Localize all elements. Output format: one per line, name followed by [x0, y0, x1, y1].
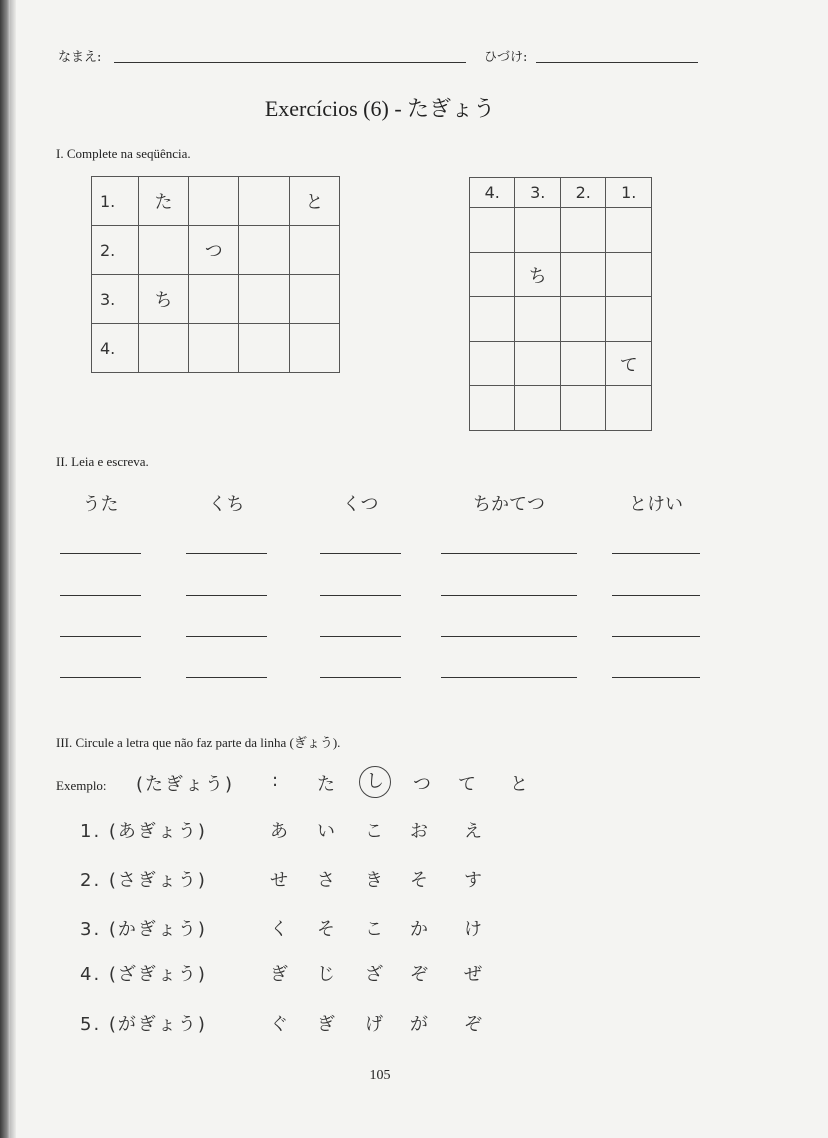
writing-line[interactable] [60, 677, 141, 678]
example-option-circled: し [359, 766, 391, 798]
right-grid-row [470, 252, 652, 297]
example-option: た [317, 774, 335, 795]
right-grid-column-number: 1. [606, 178, 652, 208]
kana-option[interactable]: い [317, 821, 335, 842]
right-grid-cell [515, 208, 561, 253]
right-grid-cell [560, 297, 605, 342]
right-grid-cell [470, 297, 515, 342]
reading-word: くち [208, 494, 245, 515]
right-grid-row [470, 208, 652, 253]
kana-option[interactable]: せ [270, 870, 288, 891]
row-group-label: 4. (ざぎょう) [80, 964, 207, 985]
reading-word: ちかてつ [473, 494, 545, 515]
kana-option[interactable]: ぞ [464, 1014, 482, 1035]
right-grid-cell [560, 341, 605, 386]
kana-option[interactable]: ぎ [270, 964, 288, 985]
book-spine-highlight [10, 0, 16, 1138]
right-grid-cell [606, 297, 652, 342]
right-grid-cell [470, 208, 515, 253]
right-grid-cell: ち [515, 252, 561, 297]
reading-word: くつ [342, 494, 379, 515]
example-label: Exemplo: [56, 778, 107, 793]
left-grid-cell [289, 324, 339, 373]
row-group-label: 2. (さぎょう) [80, 870, 207, 891]
writing-line[interactable] [60, 595, 141, 596]
left-grid-cell [239, 275, 289, 324]
left-grid-cell [138, 324, 188, 373]
writing-line[interactable] [60, 636, 141, 637]
kana-option[interactable]: こ [365, 919, 383, 940]
page-number: 105 [369, 1068, 391, 1083]
left-grid-cell [189, 324, 239, 373]
kana-option[interactable]: あ [270, 821, 288, 842]
kana-option[interactable]: そ [317, 919, 335, 940]
left-grid-row [92, 177, 340, 226]
kana-option[interactable]: じ [317, 964, 335, 985]
example-colon: : [272, 770, 279, 791]
writing-line[interactable] [441, 595, 577, 596]
left-grid-row-number: 3. [92, 275, 139, 324]
right-sequence-grid [469, 177, 652, 431]
left-grid-row-number: 2. [92, 226, 139, 275]
right-grid-row [470, 341, 652, 386]
reading-word: とけい [629, 494, 683, 515]
left-grid-cell: た [138, 177, 188, 226]
writing-line[interactable] [441, 636, 577, 637]
left-grid-cell: ち [138, 275, 188, 324]
writing-line[interactable] [441, 677, 577, 678]
kana-option[interactable]: ぜ [464, 964, 482, 985]
example-option: と [510, 774, 528, 795]
left-grid-cell [189, 177, 239, 226]
kana-option[interactable]: が [410, 1014, 428, 1035]
reading-word: うた [82, 494, 119, 515]
row-group-label: 1. (あぎょう) [80, 821, 207, 842]
section1-heading: I. Complete na seqüência. [56, 146, 191, 161]
left-grid-cell [239, 177, 289, 226]
writing-line[interactable] [612, 553, 700, 554]
right-grid-column-number: 4. [470, 178, 515, 208]
writing-line[interactable] [441, 553, 577, 554]
left-grid-row [92, 226, 340, 275]
writing-line[interactable] [186, 553, 267, 554]
example-option: て [458, 774, 476, 795]
left-grid-row [92, 324, 340, 373]
book-spine-shadow [0, 0, 10, 1138]
left-grid-cell [138, 226, 188, 275]
writing-line[interactable] [186, 677, 267, 678]
right-grid-cell [606, 386, 652, 431]
left-grid-cell [289, 275, 339, 324]
kana-option[interactable]: お [410, 821, 428, 842]
writing-line[interactable] [320, 595, 401, 596]
example-group: (たぎょう) [136, 774, 235, 795]
row-group-label: 5. (がぎょう) [80, 1014, 207, 1035]
right-grid-cell [515, 297, 561, 342]
right-grid-row [470, 178, 652, 208]
right-grid-cell [560, 386, 605, 431]
left-grid-cell: と [289, 177, 339, 226]
kana-option[interactable]: き [365, 870, 383, 891]
row-group-label: 3. (かぎょう) [80, 919, 207, 940]
right-grid-cell [606, 208, 652, 253]
date-line [536, 62, 698, 63]
writing-line[interactable] [186, 595, 267, 596]
left-grid-cell: つ [189, 226, 239, 275]
right-grid-column-number: 3. [515, 178, 561, 208]
writing-line[interactable] [320, 636, 401, 637]
left-grid-cell [289, 226, 339, 275]
writing-line[interactable] [612, 595, 700, 596]
right-grid-column-number: 2. [560, 178, 605, 208]
example-option: つ [413, 774, 431, 795]
kana-option[interactable]: け [464, 919, 482, 940]
left-grid-row [92, 275, 340, 324]
writing-line[interactable] [612, 636, 700, 637]
right-grid-cell [470, 386, 515, 431]
right-grid-cell [560, 208, 605, 253]
right-grid-cell [470, 252, 515, 297]
right-grid-cell [606, 252, 652, 297]
writing-line[interactable] [60, 553, 141, 554]
kana-option[interactable]: こ [365, 821, 383, 842]
right-grid-row [470, 297, 652, 342]
left-grid-cell [239, 226, 289, 275]
left-grid-cell [239, 324, 289, 373]
left-grid-row-number: 4. [92, 324, 139, 373]
right-grid-cell [470, 341, 515, 386]
left-grid-row-number: 1. [92, 177, 139, 226]
right-grid-cell [515, 386, 561, 431]
section3-heading: III. Circule a letra que não faz parte da linha (ぎょう). [56, 735, 341, 750]
kana-option[interactable]: す [464, 870, 482, 891]
kana-option[interactable]: そ [410, 870, 428, 891]
date-label: ひづけ: [484, 50, 528, 65]
writing-line[interactable] [320, 553, 401, 554]
writing-line[interactable] [612, 677, 700, 678]
kana-option[interactable]: ぞ [410, 964, 428, 985]
kana-option[interactable]: か [410, 919, 428, 940]
kana-option[interactable]: ぎ [317, 1014, 335, 1035]
left-sequence-grid [91, 176, 340, 373]
kana-option[interactable]: ざ [365, 964, 383, 985]
writing-line[interactable] [186, 636, 267, 637]
right-grid-cell [515, 341, 561, 386]
kana-option[interactable]: く [270, 919, 288, 940]
section2-heading: II. Leia e escreva. [56, 454, 149, 469]
name-label: なまえ: [58, 50, 102, 65]
right-grid-row [470, 386, 652, 431]
right-grid-cell [560, 252, 605, 297]
kana-option[interactable]: さ [317, 870, 335, 891]
kana-option[interactable]: ぐ [270, 1014, 288, 1035]
left-grid-cell [189, 275, 239, 324]
kana-option[interactable]: げ [365, 1014, 383, 1035]
right-grid-cell: て [606, 341, 652, 386]
kana-option[interactable]: え [464, 821, 482, 842]
page-title: Exercícios (6) - たぎょう [264, 96, 496, 121]
name-line [114, 62, 466, 63]
writing-line[interactable] [320, 677, 401, 678]
